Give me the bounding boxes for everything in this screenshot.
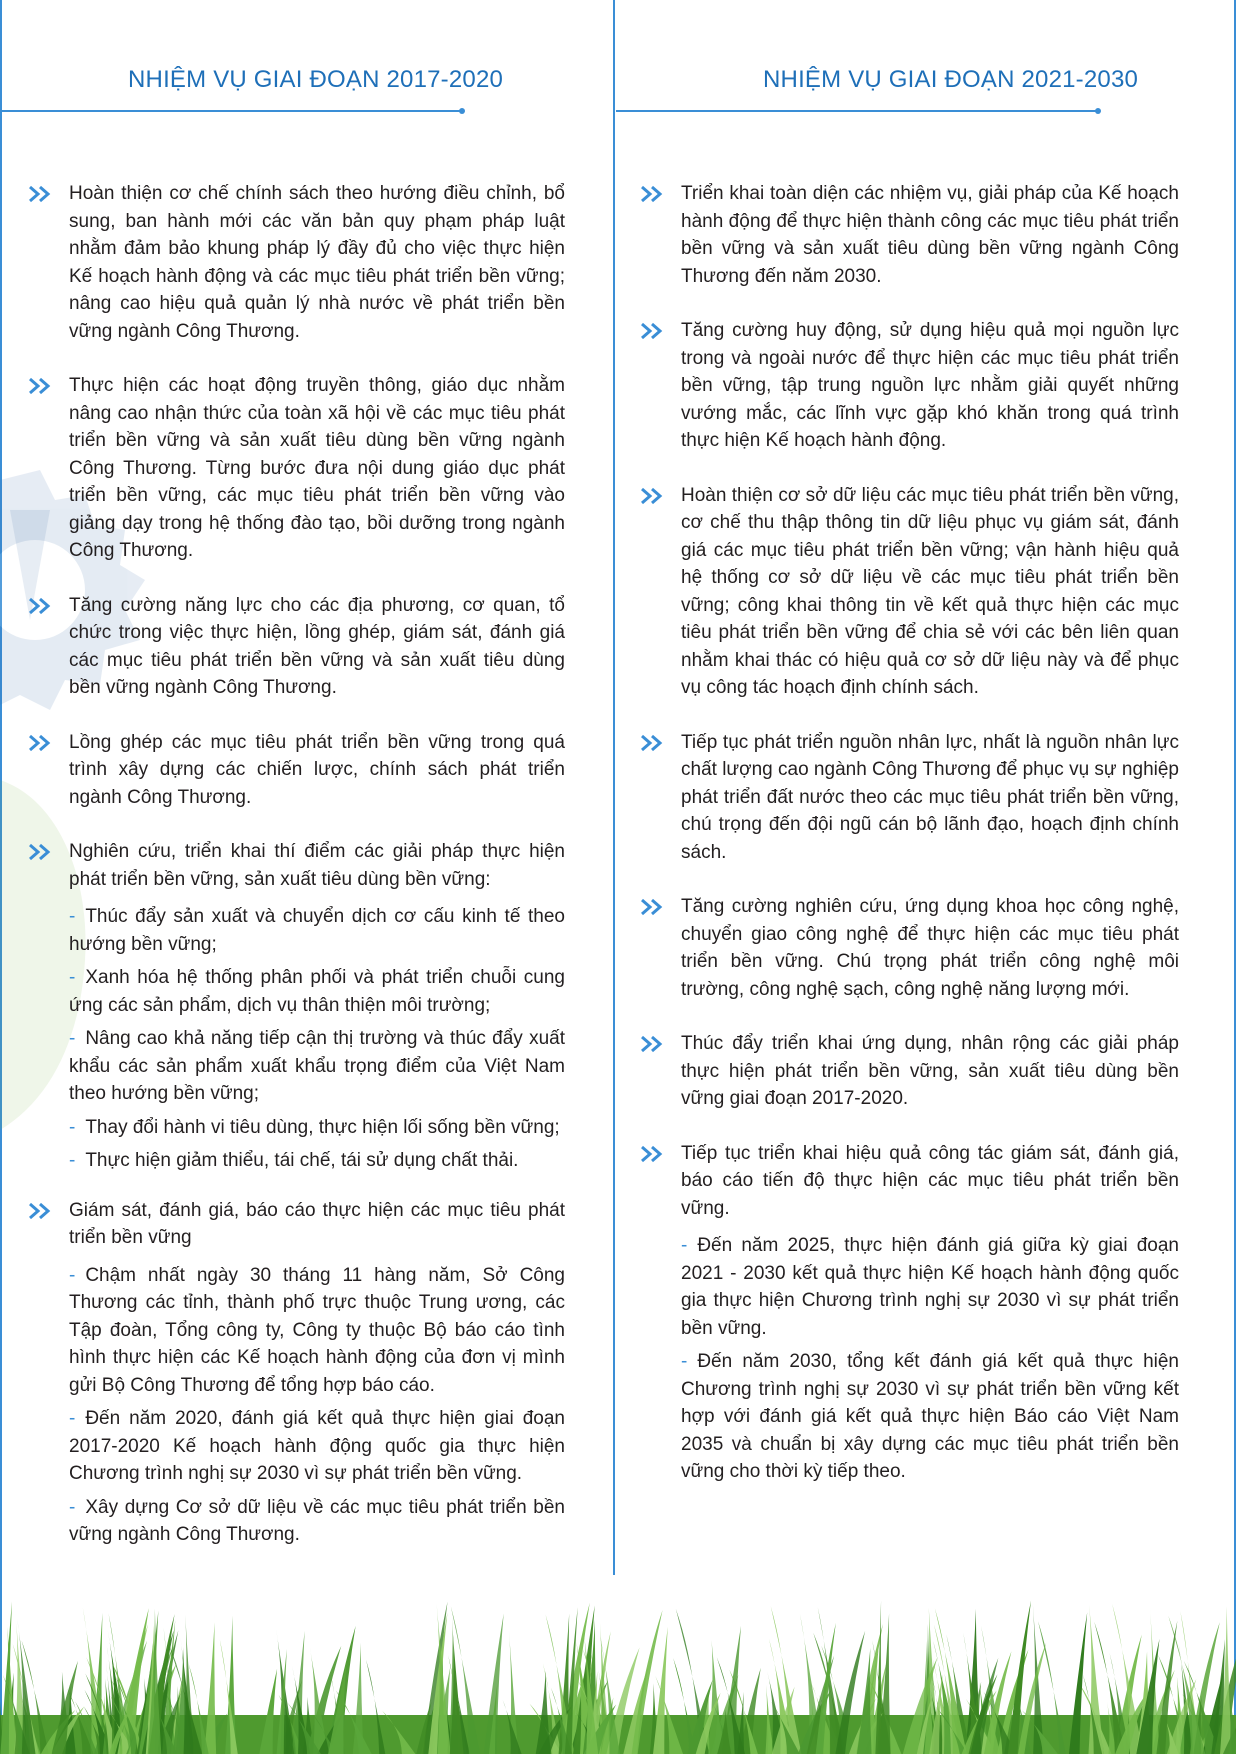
double-chevron-right-icon <box>28 597 54 615</box>
list-item <box>28 838 565 1175</box>
item-text: Tiếp tục triển khai hiệu quả công tác giám sát, đánh giá, báo cáo tiến độ thực hiện các mục tiêu phát triển bền vững. <box>681 1142 1179 1219</box>
item-text: Hoàn thiện cơ sở dữ liệu các mục tiêu phát triển bền vững, cơ chế thu thập thông tin dữ liệu phục vụ giám sát, đánh giá các mục tiêu phát triển bền vững; vận hành hiệu quả hệ thống cơ sở dữ liệu về các mục tiêu phát triển bền vững; công khai thông tin về kết quả thực hiện các mục tiêu phát triển bền vững để chia sẻ với các bên liên quan nhằm khai thác có hiệu quả cơ sở dữ liệu này và để phục vụ công tác hoạch định chính sách. <box>681 484 1179 698</box>
item-text: Tăng cường nghiên cứu, ứng dụng khoa học công nghệ, chuyển giao công nghệ để thực hiện các mục tiêu phát triển bền vững. Chú trọng phát triển công nghệ môi trường, công nghệ sạch, công nghệ năng lượng mới. <box>681 896 1179 1000</box>
double-chevron-right-icon <box>28 185 54 203</box>
sub-item: - Chậm nhất ngày 30 tháng 11 hàng năm, Sở Công Thương các tỉnh, thành phố trực thuộc Trung ương, các Tập đoàn, Tổng công ty, Công ty thuộc Bộ báo cáo tình hình thực hiện các Kế hoạch hành động của đơn vị mình gửi Bộ Công Thương để tổng hợp báo cáo. <box>69 1264 565 1396</box>
double-chevron-right-icon <box>640 1145 666 1163</box>
column-divider <box>613 0 615 1575</box>
item-text: Triển khai toàn diện các nhiệm vụ, giải pháp của Kế hoạch hành động để thực hiện thành công các mục tiêu phát triển bền vững và sản xuất tiêu dùng bền vững ngành Công Thương đến năm 2030. <box>681 183 1179 287</box>
sub-item: - Xanh hóa hệ thống phân phối và phát triển chuỗi cung ứng các sản phẩm, dịch vụ thân thiện môi trường; <box>69 967 565 1016</box>
sub-item: - Xây dựng Cơ sở dữ liệu về các mục tiêu phát triển bền vững ngành Công Thương. <box>69 1496 565 1545</box>
double-chevron-right-icon <box>28 734 54 752</box>
list-item <box>28 180 565 345</box>
list-item <box>640 180 1179 290</box>
sub-item: - Thay đổi hành vi tiêu dùng, thực hiện lối sống bền vững; <box>69 1116 560 1138</box>
double-chevron-right-icon <box>640 322 666 340</box>
right-title-rule <box>616 110 1098 112</box>
right-column-title: NHIỆM VỤ GIAI ĐOẠN 2021-2030 <box>763 66 1139 93</box>
sub-item: - Đến năm 2025, thực hiện đánh giá giữa kỳ giai đoạn 2021 - 2030 kết quả thực hiện Kế hoạch hành động quốc gia thực hiện Chương trình nghị sự 2030 vì sự phát triển bền vững. <box>681 1235 1179 1339</box>
list-item <box>640 893 1179 1003</box>
double-chevron-right-icon <box>28 843 54 861</box>
item-text: Thúc đẩy triển khai ứng dụng, nhân rộng các giải pháp thực hiện phát triển bền vững, sản xuất tiêu dùng bền vững giai đoạn 2017-2020. <box>681 1033 1179 1109</box>
double-chevron-right-icon <box>28 377 54 395</box>
item-text: Tiếp tục phát triển nguồn nhân lực, nhất là nguồn nhân lực chất lượng cao ngành Công Thương để phục vụ sự nghiệp phát triển đất nước theo các mục tiêu phát triển bền vững, chú trọng đến đội ngũ cán bộ lãnh đạo, hoạch định chính sách. <box>681 731 1179 863</box>
double-chevron-right-icon <box>28 1202 54 1220</box>
left-content <box>28 180 565 1571</box>
list-item <box>28 1197 565 1549</box>
item-text: Lồng ghép các mục tiêu phát triển bền vững trong quá trình xây dựng các chiến lược, chính sách phát triển ngành Công Thương. <box>69 731 565 808</box>
item-text: Hoàn thiện cơ chế chính sách theo hướng điều chỉnh, bổ sung, ban hành mới các văn bản quy phạm pháp luật nhằm đảm bảo khung pháp lý đầy đủ cho việc thực hiện Kế hoạch hành động và các mục tiêu phát triển bền vững; nâng cao hiệu quả quản lý nhà nước về phát triển bền vững ngành Công Thương. <box>69 183 565 342</box>
double-chevron-right-icon <box>640 898 666 916</box>
item-text: Thực hiện các hoạt động truyền thông, giáo dục nhằm nâng cao nhận thức của toàn xã hội về các mục tiêu phát triển bền vững và sản xuất tiêu dùng bền vững ngành Công Thương. Từng bước đưa nội dung giáo dục phát triển bền vững, các mục tiêu phát triển bền vững vào giảng dạy trong hệ thống đào tạo, bồi dưỡng trong ngành Công Thương. <box>69 375 565 561</box>
double-chevron-right-icon <box>640 734 666 752</box>
item-text: Giám sát, đánh giá, báo cáo thực hiện các mục tiêu phát triển bền vững <box>69 1199 565 1248</box>
left-column-title: NHIỆM VỤ GIAI ĐOẠN 2017-2020 <box>128 66 504 93</box>
sub-list <box>681 1232 1179 1486</box>
list-item <box>640 482 1179 702</box>
list-item <box>640 1140 1179 1486</box>
grass-decoration <box>0 1595 1236 1754</box>
sub-list <box>69 903 565 1175</box>
left-title-rule <box>0 110 462 112</box>
item-text: Nghiên cứu, triển khai thí điểm các giải pháp thực hiện phát triển bền vững, sản xuất tiêu dùng bền vững: <box>69 841 565 890</box>
sub-item: - Thúc đẩy sản xuất và chuyển dịch cơ cấu kinh tế theo hướng bền vững; <box>69 906 565 955</box>
list-item <box>640 317 1179 455</box>
list-item <box>28 729 565 812</box>
sub-item: - Nâng cao khả năng tiếp cận thị trường và thúc đẩy xuất khẩu các sản phẩm xuất khẩu trọng điểm của Việt Nam theo hướng bền vững; <box>69 1028 565 1104</box>
double-chevron-right-icon <box>640 1035 666 1053</box>
list-item <box>28 592 565 702</box>
sub-item: - Đến năm 2030, tổng kết đánh giá kết quả thực hiện Chương trình nghị sự 2030 vì sự phát triển bền vững kết hợp với đánh giá kết quả thực hiện Báo cáo Việt Nam 2035 và chuẩn bị xây dựng các mục tiêu phát triển bền vững cho thời kỳ tiếp theo. <box>681 1351 1179 1482</box>
sub-list <box>69 1262 565 1549</box>
double-chevron-right-icon <box>640 487 666 505</box>
list-item <box>28 372 565 565</box>
sub-item: - Thực hiện giảm thiểu, tái chế, tái sử dụng chất thải. <box>69 1150 519 1171</box>
double-chevron-right-icon <box>640 185 666 203</box>
list-item <box>640 1030 1179 1113</box>
item-text: Tăng cường huy động, sử dụng hiệu quả mọi nguồn lực trong và ngoài nước để thực hiện các mục tiêu phát triển bền vững, tập trung nguồn lực nhằm giải quyết những vướng mắc, các lĩnh vực gặp khó khăn trong quá trình thực hiện Kế hoạch hành động. <box>681 320 1179 451</box>
list-item <box>640 729 1179 867</box>
item-text: Tăng cường năng lực cho các địa phương, cơ quan, tổ chức trong việc thực hiện, lồng ghép, giám sát, đánh giá các mục tiêu phát triển bền vững và sản xuất tiêu dùng bền vững ngành Công Thương. <box>69 594 565 698</box>
right-content <box>640 180 1179 1508</box>
sub-item: - Đến năm 2020, đánh giá kết quả thực hiện giai đoạn 2017-2020 Kế hoạch hành động quốc gia thực hiện Chương trình nghị sự 2030 vì sự phát triển bền vững. <box>69 1408 565 1484</box>
